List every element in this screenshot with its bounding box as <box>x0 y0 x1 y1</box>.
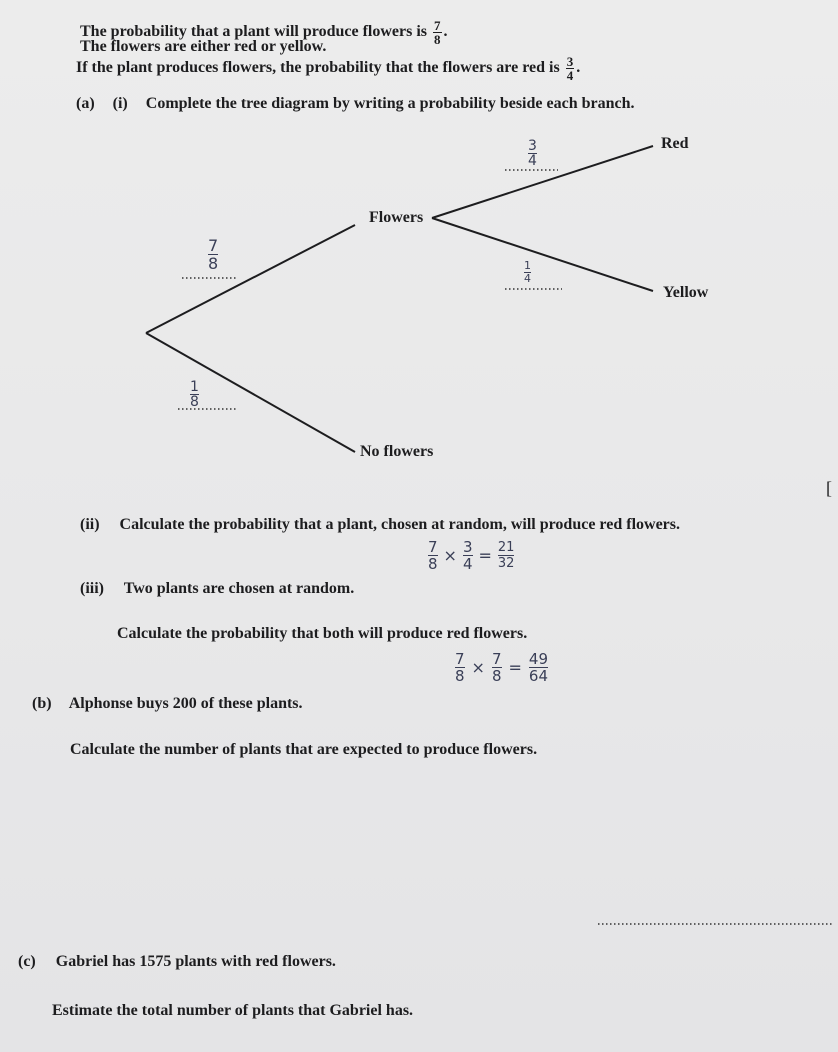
node-yellow: Yellow <box>663 284 709 301</box>
hw-equals-sign: = <box>478 546 492 565</box>
part-a-ii-line <box>80 516 680 534</box>
frac-numerator: 3 <box>566 54 574 69</box>
handwritten-no-flowers-probability <box>190 380 199 409</box>
part-b-label: (b) <box>32 695 52 712</box>
hw-denominator: 64 <box>528 667 548 685</box>
hw-numerator: 49 <box>528 650 548 668</box>
hw-numerator: 7 <box>455 650 465 668</box>
hw-numerator: 1 <box>524 259 531 272</box>
part-c-line-2: Estimate the total number of plants that Gabriel has. <box>52 1002 414 1019</box>
part-b-line-2: Calculate the number of plants that are expected to produce flowers. <box>70 741 538 758</box>
part-b-text: Alphonse buys 200 of these plants. <box>68 695 303 712</box>
part-a-ii-text: Calculate the probability that a plant, chosen at random, will produce red flowers. <box>119 516 680 533</box>
intro-line-1: The probability that a plant will produce flowers is $\frac{7}{8}$ . <box>80 18 448 47</box>
hw-numerator: 3 <box>462 538 473 556</box>
part-a-ii-label: (ii) <box>80 516 100 533</box>
hw-denominator: 4 <box>524 272 531 285</box>
branch-yellow-line <box>432 218 653 291</box>
node-red: Red <box>661 135 689 152</box>
part-c-label: (c) <box>18 953 36 970</box>
part-c-text: Gabriel has 1575 plants with red flowers. <box>55 953 336 970</box>
hw-multiply-sign: × <box>471 658 485 677</box>
hw-denominator: 4 <box>528 153 537 169</box>
hw-numerator: 1 <box>190 379 199 395</box>
intro-line-3-text: If the plant produces flowers, the probability that the flowers are red is <box>76 59 560 77</box>
part-a-label: (a) <box>76 95 95 112</box>
part-a-iii-line <box>80 580 354 598</box>
mark-bracket: [ <box>826 478 832 498</box>
handwritten-working-iii <box>455 651 548 684</box>
branch-red-line <box>432 146 653 218</box>
hw-denominator: 8 <box>455 667 465 685</box>
branch-no-flowers-line <box>146 333 355 452</box>
part-a-iii-text: Two plants are chosen at random. <box>123 580 355 597</box>
hw-numerator: 21 <box>497 540 515 555</box>
hw-multiply-sign: × <box>443 546 457 565</box>
handwritten-working-ii <box>428 539 514 572</box>
part-a-i-text: Complete the tree diagram by writing a probability beside each branch. <box>145 95 635 112</box>
hw-denominator: 8 <box>491 667 502 685</box>
hw-equals-sign: = <box>508 658 522 677</box>
intro-line-1-text: The probability that a plant will produce flowers is <box>80 23 427 41</box>
hw-numerator: 7 <box>428 538 438 556</box>
frac-numerator: 7 <box>434 18 441 33</box>
branch-flowers-line <box>146 225 355 333</box>
part-b-line <box>32 695 303 713</box>
frac-denominator: 4 <box>566 68 574 83</box>
hw-numerator: 3 <box>528 138 537 154</box>
hw-numerator: 7 <box>491 650 502 668</box>
hw-numerator: 7 <box>208 236 219 255</box>
part-a-iii-line-2: Calculate the probability that both will produce red flowers. <box>117 625 528 642</box>
hw-denominator: 8 <box>208 254 219 273</box>
part-a-iii-label: (iii) <box>80 580 104 597</box>
intro-line-2: The flowers are either red or yellow. <box>80 38 327 55</box>
frac-denominator: 8 <box>434 32 441 47</box>
part-c-line <box>18 953 336 971</box>
node-no-flowers: No flowers <box>360 443 434 460</box>
hw-denominator: 32 <box>497 556 515 571</box>
intro-line-3: If the plant produces flowers, the probability that the flowers are red is $\frac{3}{4}$ . <box>76 54 581 83</box>
hw-denominator: 8 <box>190 394 199 410</box>
handwritten-yellow-probability <box>524 260 531 285</box>
node-flowers: Flowers <box>369 209 424 226</box>
hw-denominator: 8 <box>428 555 438 573</box>
hw-denominator: 4 <box>462 555 473 573</box>
handwritten-red-probability <box>528 139 537 168</box>
part-a-i-label: (i) <box>112 95 128 112</box>
handwritten-flowers-probability <box>208 237 218 272</box>
